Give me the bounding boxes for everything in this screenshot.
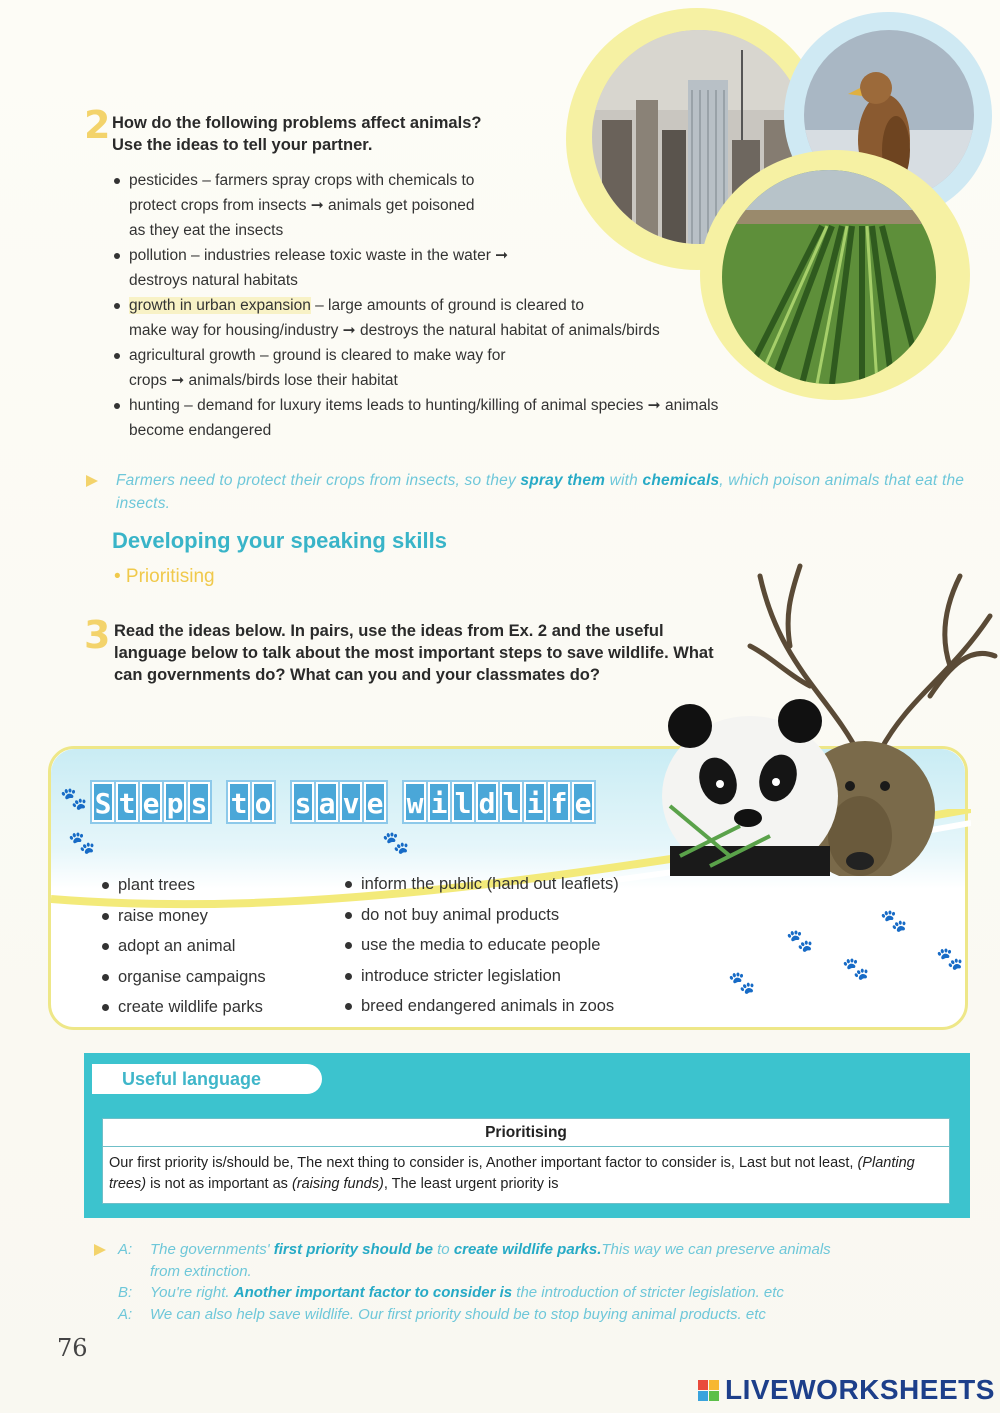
- item-text: – large amounts of ground is cleared to: [310, 297, 584, 314]
- steps-list-col2: [343, 869, 673, 1022]
- page-number: 76: [57, 1334, 88, 1362]
- paw-print-icon: 🐾: [786, 928, 814, 953]
- dialog-line: [118, 1239, 978, 1261]
- title-letter-tile: a: [316, 782, 338, 822]
- title-letter-tile: t: [116, 782, 138, 822]
- dialog-line: [118, 1261, 978, 1283]
- phrase-text: , The least urgent priority is: [383, 1176, 559, 1192]
- item-text: make way for housing/industry ➞ destroys the natural habitat of animals/birds: [129, 322, 660, 339]
- steps-list-col1: [100, 870, 330, 1023]
- exercise-2-question: How do the following problems affect animals? Use the ideas to tell your partner.: [112, 114, 482, 154]
- title-letter-tile: d: [476, 782, 498, 822]
- table-header: Prioritising: [103, 1119, 949, 1147]
- section-subtitle: • Prioritising: [114, 566, 215, 587]
- list-item: introduce stricter legislation: [343, 961, 673, 992]
- paw-print-icon: 🐾: [936, 946, 964, 971]
- item-text: pesticides – farmers spray crops with chemicals to: [129, 172, 475, 189]
- title-letter-tile: f: [548, 782, 570, 822]
- item-text: agricultural growth – ground is cleared to make way for: [129, 347, 506, 364]
- dialog-line: [118, 1282, 978, 1304]
- title-word: [292, 782, 386, 822]
- paw-print-icon: 🐾: [382, 830, 410, 855]
- title-letter-tile: o: [252, 782, 274, 822]
- problems-list: [112, 168, 792, 443]
- title-letter-tile: p: [164, 782, 186, 822]
- title-letter-tile: v: [340, 782, 362, 822]
- paw-print-icon: 🐾: [842, 956, 870, 981]
- steps-title: [92, 782, 608, 822]
- title-letter-tile: i: [524, 782, 546, 822]
- list-item: breed endangered animals in zoos: [343, 991, 673, 1022]
- dialog-text: The governments': [150, 1241, 274, 1258]
- speaker-label: A:: [118, 1305, 133, 1323]
- dialog-text: to: [432, 1241, 454, 1258]
- dialog-text: You're right.: [150, 1284, 234, 1301]
- table-cell: [103, 1147, 949, 1201]
- list-item: [112, 343, 792, 393]
- item-text: pollution – industries release toxic waste in the water ➞: [129, 247, 509, 264]
- model-text: , which poison animals that eat the insects.: [116, 472, 965, 512]
- title-letter-tile: l: [452, 782, 474, 822]
- paw-print-icon: 🐾: [728, 970, 756, 995]
- prioritising-table: [102, 1118, 950, 1204]
- list-item: create wildlife parks: [100, 992, 330, 1023]
- liveworksheets-logo[interactable]: [698, 1374, 995, 1406]
- item-text: crops ➞ animals/birds lose their habitat: [129, 372, 398, 389]
- title-letter-tile: e: [572, 782, 594, 822]
- dialog-text: This way we can preserve animals: [601, 1241, 831, 1258]
- title-letter-tile: t: [228, 782, 250, 822]
- list-item: use the media to educate people: [343, 930, 673, 961]
- model-dialog: [118, 1239, 978, 1325]
- dialog-text: the introduction of stricter legislation. etc: [512, 1284, 784, 1301]
- list-item: do not buy animal products: [343, 900, 673, 931]
- dialog-bold: Another important factor to consider is: [233, 1284, 513, 1301]
- title-word: [92, 782, 210, 822]
- item-text: protect crops from insects ➞ animals get poisoned: [129, 197, 475, 214]
- title-letter-tile: S: [92, 782, 114, 822]
- title-letter-tile: e: [364, 782, 386, 822]
- list-item: raise money: [100, 901, 330, 932]
- dialog-bold: create wildlife parks.: [453, 1241, 602, 1258]
- paw-print-icon: 🐾: [68, 830, 96, 855]
- dialog-line: [118, 1304, 978, 1326]
- title-letter-tile: i: [428, 782, 450, 822]
- model-bold: spray them: [520, 472, 606, 489]
- phrase-example: (Planting trees): [109, 1155, 915, 1192]
- list-item: [112, 243, 792, 293]
- brand-logo-icon: [698, 1380, 719, 1401]
- list-item: [112, 393, 792, 443]
- item-text: hunting – demand for luxury items leads to hunting/killing of animal species ➞ animals: [129, 397, 719, 414]
- phrase-text: is not as important as: [146, 1176, 292, 1192]
- model-answer: [116, 469, 966, 515]
- paw-print-icon: 🐾: [60, 786, 88, 811]
- brand-name: LIVEWORKSHEETS: [725, 1374, 995, 1405]
- title-letter-tile: s: [292, 782, 314, 822]
- paw-print-icon: 🐾: [880, 908, 908, 933]
- title-letter-tile: s: [188, 782, 210, 822]
- model-text: Farmers need to protect their crops from insects, so they: [116, 472, 521, 489]
- title-word: [404, 782, 594, 822]
- deer-and-panda-image: [650, 556, 1000, 876]
- exercise-3-number: 3: [84, 613, 111, 657]
- exercise-2-number: 2: [84, 103, 111, 147]
- dialog-text: from extinction.: [150, 1262, 252, 1280]
- dialog-arrow-icon: [94, 1244, 106, 1256]
- title-letter-tile: e: [140, 782, 162, 822]
- list-item: adopt an animal: [100, 931, 330, 962]
- model-text: with: [605, 472, 643, 489]
- list-item: plant trees: [100, 870, 330, 901]
- model-answer-arrow-icon: [86, 475, 98, 487]
- dialog-text: We can also help save wildlife. Our first priority should be to stop buying animal products. etc: [150, 1305, 766, 1323]
- model-bold: chemicals: [642, 472, 720, 489]
- speaker-label: A:: [118, 1241, 133, 1258]
- phrase-text: Our first priority is/should be, The next thing to consider is, Another important factor to consider is, Last but not least,: [109, 1155, 858, 1171]
- highlighted-term: growth in urban expansion: [129, 297, 311, 314]
- list-item: [112, 293, 792, 343]
- dialog-bold: first priority should be: [273, 1241, 433, 1258]
- exercise-3-question: Read the ideas below. In pairs, use the ideas from Ex. 2 and the useful language below to talk about the most important steps to save wildlife. What can governments do? What can you and your classmates do?: [114, 622, 714, 684]
- speaker-label: B:: [118, 1284, 133, 1301]
- list-item: inform the public (hand out leaflets): [343, 869, 673, 900]
- item-text: as they eat the insects: [129, 222, 284, 239]
- item-text: become endangered: [129, 422, 272, 439]
- phrase-example: (raising funds): [291, 1176, 384, 1192]
- title-word: [228, 782, 274, 822]
- speaker-label: [118, 1261, 150, 1283]
- title-letter-tile: l: [500, 782, 522, 822]
- list-item: organise campaigns: [100, 962, 330, 993]
- useful-language-tab: Useful language: [92, 1064, 322, 1094]
- list-item: [112, 168, 792, 243]
- title-letter-tile: w: [404, 782, 426, 822]
- item-text: destroys natural habitats: [129, 272, 298, 289]
- section-title: Developing your speaking skills: [112, 528, 447, 553]
